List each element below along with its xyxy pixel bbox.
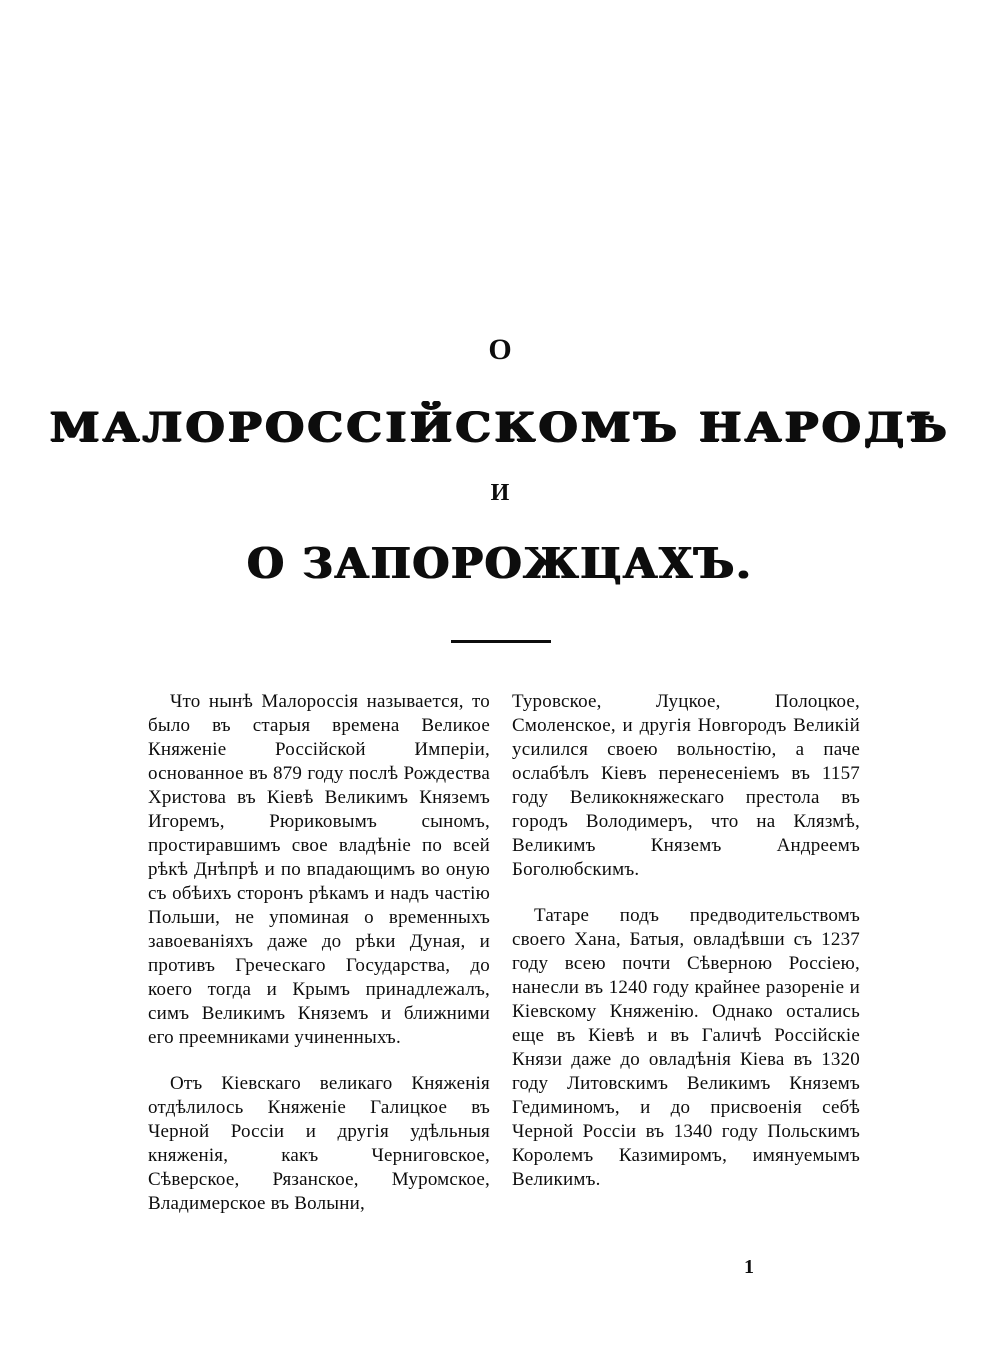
paragraph-continued: Туровское, Луцкое, Полоцкое, Смоленское, и другія Новгородъ Великій усилился своею вольностію, а паче ослабѣлъ Кіевъ перенесеніемъ въ 1157 году Великокняжескаго престола въ городъ Володимеръ, что на Клязмѣ, Великимъ Княземъ Андреемъ Боголюбскимъ. (512, 691, 860, 880)
title-subtitle: О ЗАПОРОЖЦАХЪ. (247, 539, 753, 588)
title-divider (451, 640, 551, 643)
title-conjunction: И (490, 480, 510, 506)
title-main: МАЛОРОССІЙСКОМЪ НАРОДѢ (49, 404, 951, 451)
text-column-left (148, 690, 490, 1238)
paragraph: Что нынѣ Малороссія называется, то было въ старыя времена Великое Княженіе Россійской Имперіи, основанное въ 879 году послѣ Рождества Христова въ Кіевѣ Великимъ Княземъ Игоремъ, Рюриковымъ сыномъ, простиравшимъ свое владѣніе по всей рѣкѣ Днѣпрѣ и по впадающимъ во оную съ обѣихъ сторонъ рѣкамъ и надъ частію Польши, не упоминая о временныхъ завоеваніяхъ даже до рѣки Дуная, и противъ Греческаго Государства, до коего тогда и Крымъ принадлежалъ, симъ Великимъ Княземъ и ближними его преемниками учиненныхъ. (148, 691, 490, 1048)
title-block (0, 330, 1000, 592)
page-number: 1 (744, 1256, 754, 1278)
title-preposition: О (488, 333, 512, 366)
paragraph: Татаре подъ предводительствомъ своего Хана, Батыя, овладѣвши съ 1237 году всею почти Сѣверною Россіею, нанесли въ 1240 году крайнее разореніе и Кіевскому Княженію. Однако остались еще въ Кіевѣ и въ Галичѣ Россійскіе Князи даже до овладѣнія Кіева въ 1320 году Литовскимъ Великимъ Княземъ Гедиминомъ, и до присвоенія себѣ Черной Россіи въ 1340 году Польскимъ Королемъ Казимиромъ, имянуемымъ Великимъ. (512, 905, 860, 1190)
paragraph: Отъ Кіевскаго великаго Княженія отдѣлилось Княженіе Галицкое въ Черной Россіи и другія удѣльныя княженія, какъ Черниговское, Сѣверское, Рязанское, Муромское, Владимерское въ Волыни, (148, 1073, 490, 1214)
text-column-right (512, 690, 860, 1214)
